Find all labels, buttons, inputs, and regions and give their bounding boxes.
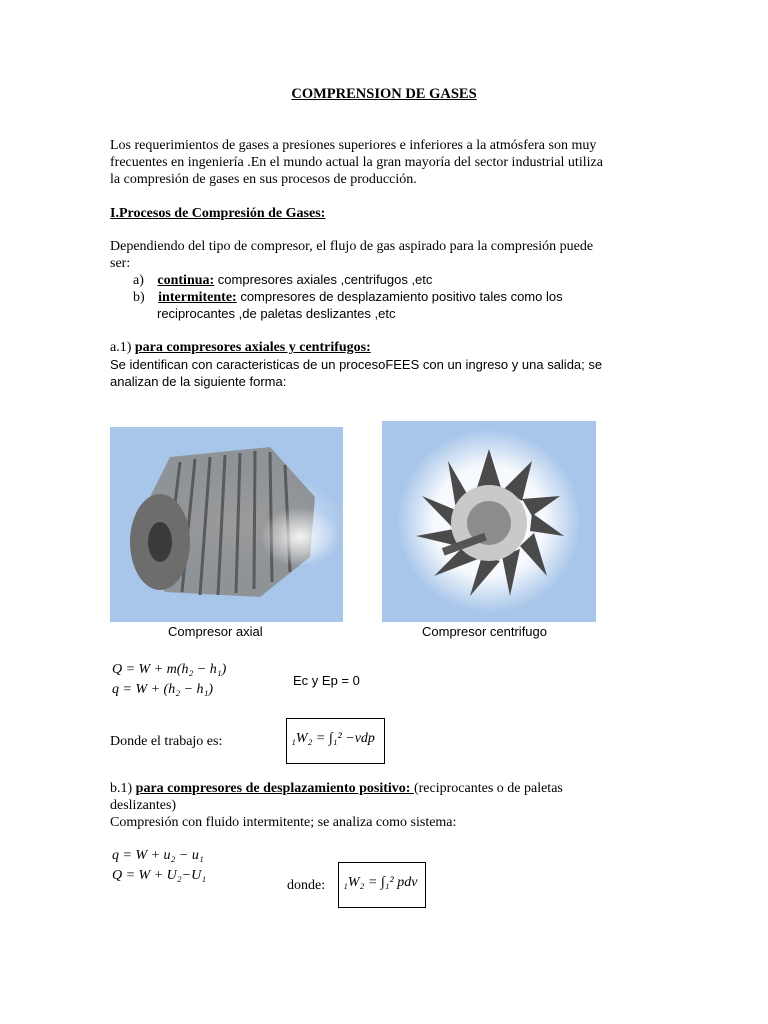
b1-text: Compresión con fluido intermitente; se analiza como sistema: — [110, 815, 457, 830]
centrifugal-compressor-image — [382, 421, 596, 622]
b1-tail: (reciprocantes o de paletas — [413, 781, 563, 796]
caption-centrifugal: Compresor centrifugo — [422, 624, 547, 639]
equation-line: Q = W + m(h₂ − h₁) — [112, 662, 227, 677]
work-label: Donde el trabajo es: — [110, 734, 223, 749]
equation-line: q = W + (h₂ − h₁) — [112, 682, 214, 697]
text-line: Se identifican con caracteristicas de un procesoFEES con un ingreso y una salida; se — [110, 357, 603, 372]
equation-system — [112, 846, 206, 886]
equation-line: Q = W + U₂−U₁ — [112, 868, 207, 883]
list-term: continua: — [157, 273, 215, 288]
work-equation-box-b — [338, 862, 426, 908]
list-item-a — [133, 271, 432, 289]
list-term: intermitente: — [158, 290, 237, 305]
list-desc-cont: reciprocantes ,de paletas deslizantes ,etc — [157, 306, 396, 321]
text-line: ser: — [110, 256, 131, 271]
b1-heading — [110, 780, 563, 797]
section1-text — [110, 238, 593, 272]
list-item-b — [133, 288, 563, 306]
donde-label: donde: — [287, 878, 326, 893]
list-desc: compresores axiales ,centrifugos ,etc — [214, 272, 433, 287]
work-equation-box — [286, 718, 385, 764]
section1-heading: I.Procesos de Compresión de Gases: — [110, 206, 326, 221]
a1-text — [110, 356, 602, 390]
page-title: COMPRENSION DE GASES — [291, 86, 477, 102]
equation-line: q = W + u₂ − u₁ — [112, 848, 204, 863]
text-line: analizan de la siguiente forma: — [110, 374, 287, 389]
list-marker: b) — [133, 290, 145, 305]
b1-heading-text: para compresores de desplazamiento positivo: — [135, 781, 414, 796]
text-line: Dependiendo del tipo de compresor, el flujo de gas aspirado para la compresión puede — [110, 239, 594, 254]
a1-heading-text: para compresores axiales y centrifugos: — [134, 340, 371, 355]
a1-prefix: a.1) — [110, 340, 135, 355]
a1-heading — [110, 339, 371, 356]
intro-paragraph — [110, 137, 603, 188]
intro-line: Los requerimientos de gases a presiones superiores e inferiores a la atmósfera son muy — [110, 138, 597, 153]
list-desc: compresores de desplazamiento positivo tales como los — [236, 289, 563, 304]
b1-prefix: b.1) — [110, 781, 136, 796]
equation-energy — [112, 660, 226, 700]
work-equation: ₁W₂ = ∫₁² −vdp — [291, 731, 375, 746]
axial-compressor-image — [110, 427, 343, 622]
work-equation-b: ₁W₂ = ∫₁² pdv — [343, 875, 418, 890]
list-marker: a) — [133, 273, 144, 288]
b1-tail-cont: deslizantes) — [110, 798, 177, 813]
intro-line: la compresión de gases en sus procesos de producción. — [110, 172, 417, 187]
intro-line: frecuentes en ingeniería .En el mundo actual la gran mayoría del sector industrial utiliza — [110, 155, 603, 170]
caption-axial: Compresor axial — [168, 624, 263, 639]
energy-terms: Ec y Ep = 0 — [293, 673, 360, 688]
